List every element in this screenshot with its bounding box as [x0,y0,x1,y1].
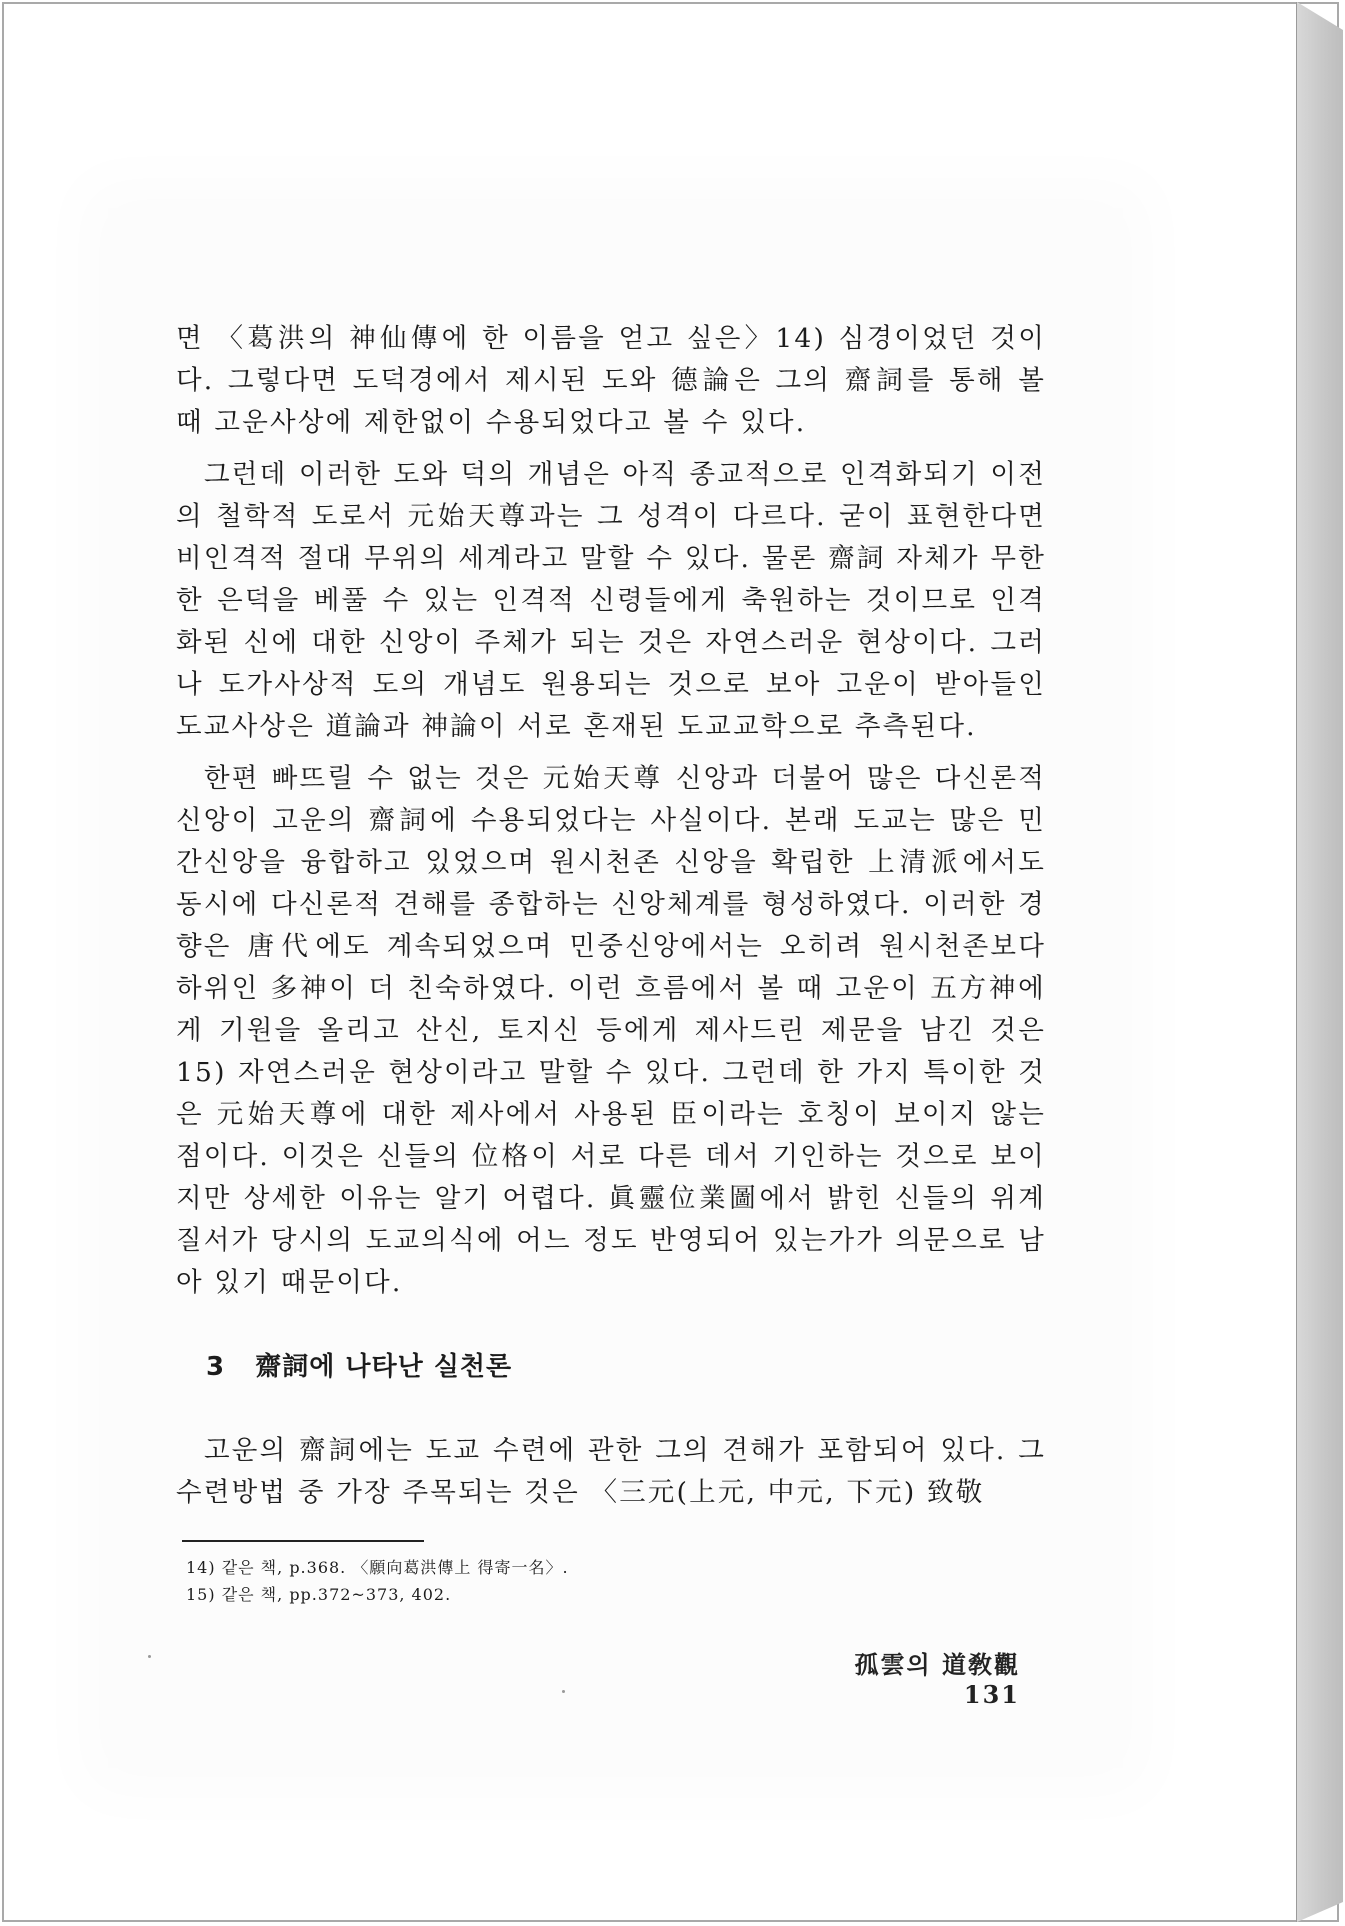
page-body [176,318,1046,1608]
footnote-14: 14) 같은 책, p.368. 〈願向葛洪傳上 得寄一名〉. [186,1558,569,1577]
section-heading [206,1346,1046,1388]
paragraph-2: 그런데 이러한 도와 덕의 개념은 아직 종교적으로 인격화되기 이전의 철학적 도로서 元始天尊과는 그 성격이 다르다. 굳이 표현한다면 비인격적 절대 무위의 세계라고 말할 수 있다. 물론 齋詞 자체가 무한한 은덕을 베풀 수 있는 인격적 신령들에게 축원하는 것이므로 인격화된 신에 대한 신앙이 주체가 되는 것은 자연스러운 현상이다. 그러나 도가사상적 도의 개념도 원용되는 것으로 보아 고운이 받아들인 도교사상은 道論과 神論이 서로 혼재된 도교교학으로 추측된다. [176,459,1046,742]
running-title: 孤雲의 道敎觀 [854,1650,1020,1679]
page-footer [790,1645,1020,1709]
page-number: 131 [963,1680,1020,1709]
page-edge-line [1296,2,1297,1922]
section-number: 3 [206,1352,226,1382]
section-paragraph: 고운의 齋詞에는 도교 수련에 관한 그의 견해가 포함되어 있다. 그 수련방법 중 가장 주목되는 것은 〈三元(上元, 中元, 下元) 致敬 [176,1435,1046,1508]
page-edge-shadow [1297,2,1343,1922]
footnote-divider [182,1540,424,1542]
scan-speck [148,1655,151,1658]
scan-speck [562,1690,565,1693]
paragraph-3: 한편 빠뜨릴 수 없는 것은 元始天尊 신앙과 더불어 많은 다신론적 신앙이 고운의 齋詞에 수용되었다는 사실이다. 본래 도교는 많은 민간신앙을 융합하고 있었으며 원시천존 신앙을 확립한 上清派에서도 동시에 다신론적 견해를 종합하는 신앙체계를 형성하였다. 이러한 경향은 唐代에도 계속되었으며 민중신앙에서는 오히려 원시천존보다 하위인 多神이 더 친숙하였다. 이런 흐름에서 볼 때 고운이 五方神에게 기원을 올리고 산신, 토지신 등에게 제사드린 제문을 남긴 것은15) 자연스러운 현상이라고 말할 수 있다. 그런데 한 가지 특이한 것은 元始天尊에 대한 제사에서 사용된 臣이라는 호칭이 보이지 않는 점이다. 이것은 신들의 位格이 서로 다른 데서 기인하는 것으로 보이지만 상세한 이유는 알기 어렵다. 眞靈位業圖에서 밝힌 신들의 위계질서가 당시의 도교의식에 어느 정도 반영되어 있는가가 의문으로 남아 있기 때문이다. [176,763,1046,1298]
paragraph-1: 면 〈葛洪의 神仙傳에 한 이름을 얻고 싶은〉14) 심경이었던 것이다. 그렇다면 도덕경에서 제시된 도와 德論은 그의 齋詞를 통해 볼 때 고운사상에 제한없이 수용되었다고 볼 수 있다. [176,323,1046,438]
footnotes [176,1554,1046,1608]
footnote-15: 15) 같은 책, pp.372~373, 402. [186,1585,452,1604]
section-title: 齋詞에 나타난 실천론 [255,1352,513,1382]
